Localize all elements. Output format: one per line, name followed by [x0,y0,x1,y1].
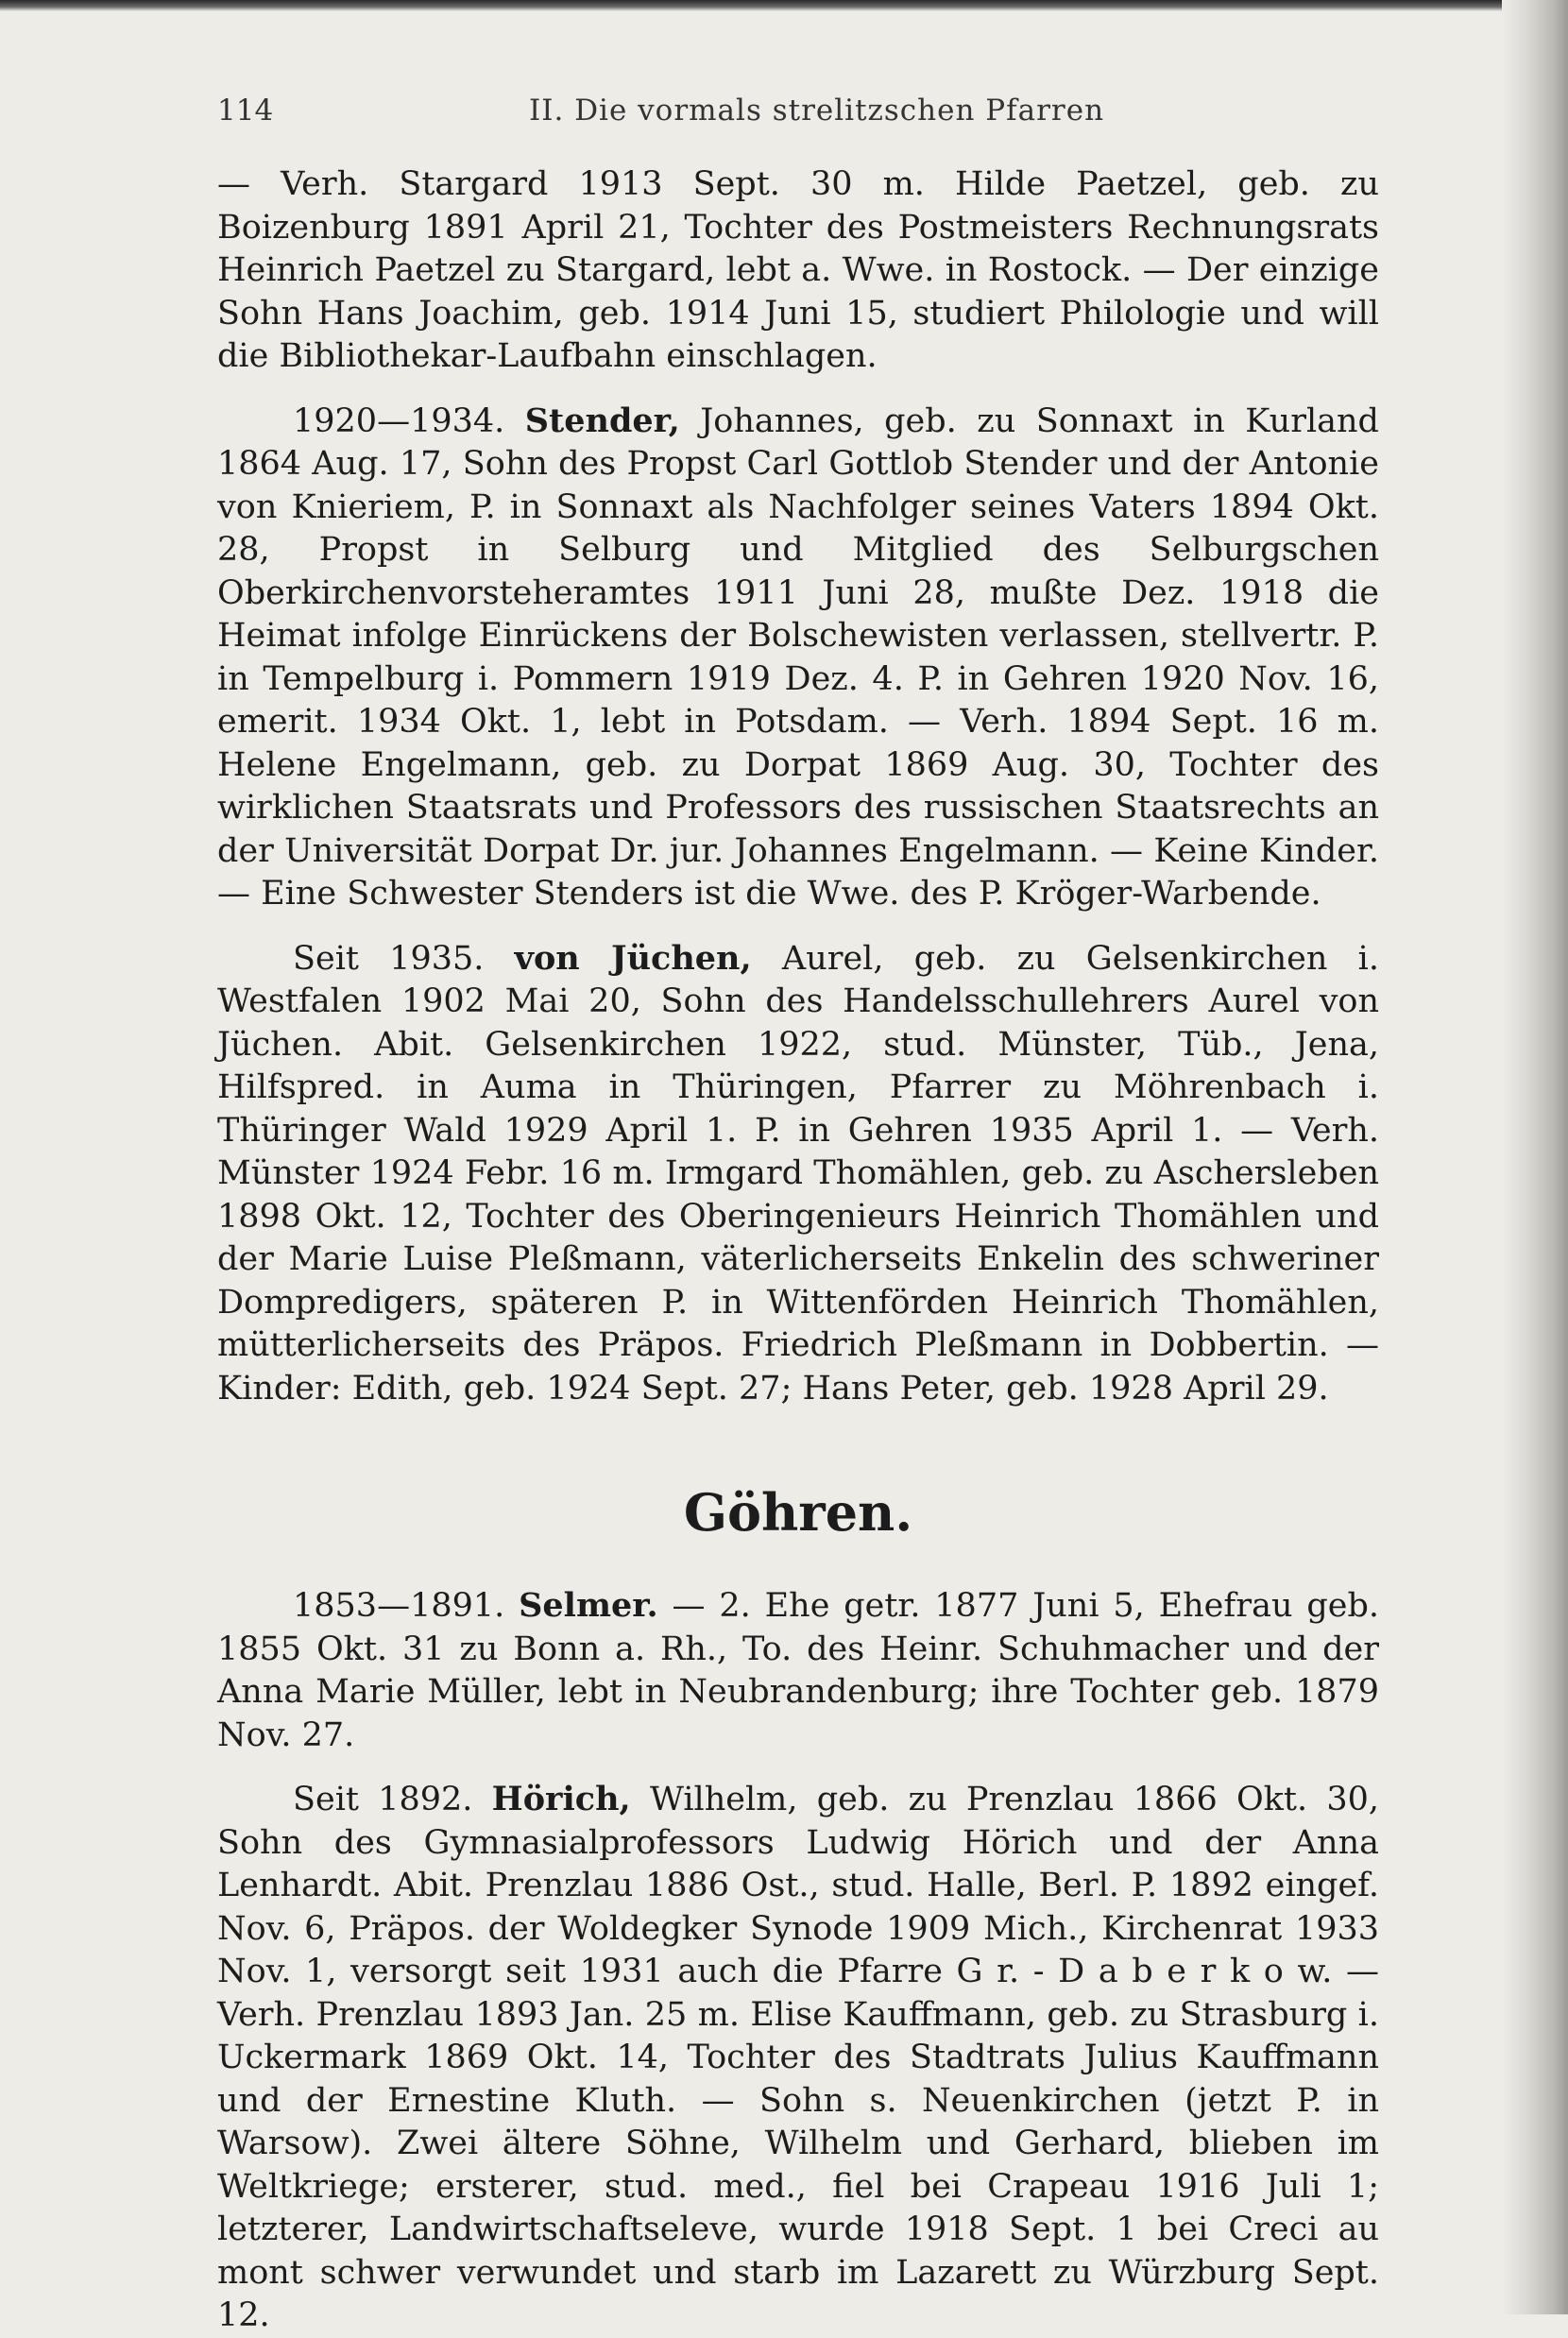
entry-text: Wilhelm, geb. zu Prenzlau 1866 Okt. 30, Sohn des Gymnasialprofessors Ludwig Hörich und der Anna Lenhardt. Abit. Prenzlau 1886 Ost., stud. Halle, Berl. P. 1892 eingef. Nov. 6, Präpos. der Woldegker Synode 1909 Mich., Kirchenrat 1933 Nov. 1, versorgt seit 1931 auch die Pfarre G r. - D a b e r k o w. — Verh. Prenzlau 1893 Jan. 25 m. Elise Kauffmann, geb. zu Strasburg i. Uckermark 1869 Okt. 14, Tochter des Stadtrats Julius Kauffmann und der Ernestine Kluth. — Sohn s. Neuenkirchen (jetzt P. in Warsow). Zwei ältere Söhne, Wilhelm und Gerhard, blieben im Weltkriege; ersterer, stud. med., fiel bei Crapeau 1916 Juli 1; letzterer, Landwirtschaftseleve, wurde 1918 Sept. 1 bei Creci au mont schwer verwundet und starb im Lazarett zu Würzburg Sept. 12. [217,1781,1379,2334]
running-head-title: II. Die vormals strelitzschen Pfarren [529,94,1105,128]
entry-name: Stender, [524,401,680,440]
entry-period: Seit 1892. [293,1781,473,1818]
entry-von-juechen [217,937,1379,1411]
entry-period: 1853—1891. [293,1587,505,1625]
entry-selmer [217,1584,1379,1757]
running-header [217,90,1379,143]
entry-period: Seit 1935. [293,939,485,978]
entry-stender [217,400,1379,916]
entry-name: Selmer. [519,1586,658,1625]
scan-right-edge [1502,0,1568,2314]
entry-name: Hörich, [491,1780,631,1818]
page-number: 114 [217,94,274,128]
book-page [217,90,1379,2338]
section-title-goehren: Göhren. [683,1482,913,1543]
entry-hoerich [217,1778,1379,2338]
entry-text: — 2. Ehe getr. 1877 Juni 5, Ehefrau geb. 1855 Okt. 31 zu Bonn a. Rh., To. des Heinr. Schuhmacher und der Anna Marie Müller, lebt in Neubrandenburg; ihre Tochter geb. 1879 Nov. 27. [217,1587,1379,1754]
entry-text: Aurel, geb. zu Gelsenkirchen i. Westfalen 1902 Mai 20, Sohn des Handelsschullehrers Aurel von Jüchen. Abit. Gelsenkirchen 1922, stud. Münster, Tüb., Jena, Hilfspred. in Auma in Thüringen, Pfarrer zu Möhrenbach i. Thüringer Wald 1929 April 1. P. in Gehren 1935 April 1. — Verh. Münster 1924 Febr. 16 m. Irmgard Thomählen, geb. zu Aschersleben 1898 Okt. 12, Tochter des Oberingenieurs Heinrich Thomählen und der Marie Luise Pleßmann, väterlicherseits Enkelin des schweriner Dompredigers, späteren P. in Wittenförden Heinrich Thomählen, mütterlicherseits des Präpos. Friedrich Pleßmann in Dobbertin. — Kinder: Edith, geb. 1924 Sept. 27; Hans Peter, geb. 1928 April 29. [217,939,1379,1408]
entry-text: Johannes, geb. zu Sonnaxt in Kurland 1864 Aug. 17, Sohn des Propst Carl Gottlob Stender und der Antonie von Knieriem, P. in Sonnaxt als Nachfolger seines Vaters 1894 Okt. 28, Propst in Selburg und Mitglied des Selburgschen Oberkirchenvorsteheramtes 1911 Juni 28, mußte Dez. 1918 die Heimat infolge Einrückens der Bolschewisten verlassen, stellvertr. P. in Tempelburg i. Pommern 1919 Dez. 4. P. in Gehren 1920 Nov. 16, emerit. 1934 Okt. 1, lebt in Potsdam. — Verh. 1894 Sept. 16 m. Helene Engelmann, geb. zu Dorpat 1869 Aug. 30, Tochter des wirklichen Staatsrats und Professors des russischen Staatsrechts an der Universität Dorpat Dr. jur. Johannes Engelmann. — Keine Kinder. — Eine Schwester Stenders ist die Wwe. des P. Kröger-Warbende. [217,401,1379,913]
continuation-paragraph: — Verh. Stargard 1913 Sept. 30 m. Hilde Paetzel, geb. zu Boizenburg 1891 April 21, Tochter des Postmeisters Rechnungsrats Heinrich Paetzel zu Stargard, lebt a. Wwe. in Rostock. — Der einzige Sohn Hans Joachim, geb. 1914 Juni 15, studiert Philologie und will die Bibliothekar-Laufbahn einschlagen. [217,165,1379,375]
entry-name: von Jüchen, [514,938,752,978]
scan-top-edge [0,0,1568,11]
entry-period: 1920—1934. [293,401,505,440]
